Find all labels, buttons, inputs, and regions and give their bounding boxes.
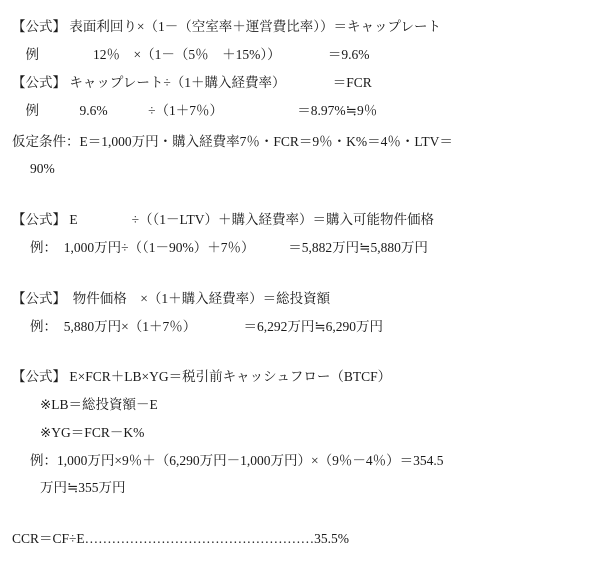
ccr-line — [0, 530, 600, 547]
formula-line-2 — [0, 74, 600, 91]
text-line: 【公式】 表面利回り×（1－（空室率＋運営費比率））＝キャップレート — [12, 19, 441, 34]
text-line: 例：1,000万円×9％＋（6,290万円－1,000万円）×（9％－4％）＝354.5 — [30, 453, 444, 468]
text-line: 例 12％ ×（1－（5％ ＋15%）） ＝9.6% — [12, 47, 370, 62]
assumptions-line-2 — [0, 160, 600, 177]
text-line: 例： 1,000万円÷（（1－90%）＋7％） ＝5,882万円≒5,880万円 — [30, 240, 428, 255]
formula-line-1 — [0, 18, 600, 35]
example-line-5a — [0, 452, 600, 469]
formula-line-4 — [0, 290, 600, 307]
text-line: 仮定条件：E＝1,000万円・購入経費率7％・FCR＝9％・K%＝4％・LTV＝ — [12, 134, 453, 149]
formula-line-3 — [0, 211, 600, 228]
text-line: CCR＝CF÷E……………………………………………35.5% — [12, 531, 350, 546]
text-line: 【公式】 キャップレート÷（1＋購入経費率） ＝FCR — [12, 75, 372, 90]
note-line-yg — [0, 424, 600, 441]
text-line: ※YG＝FCR－K% — [40, 425, 145, 440]
formula-line-5 — [0, 368, 600, 385]
text-line: 90% — [30, 161, 55, 176]
example-line-2 — [0, 102, 600, 119]
example-line-1 — [0, 46, 600, 63]
text-line: ※LB＝総投資額－E — [40, 397, 158, 412]
example-line-3 — [0, 239, 600, 256]
text-line: 例： 5,880万円×（1＋7％） ＝6,292万円≒6,290万円 — [30, 319, 384, 334]
assumptions-line-1 — [0, 133, 600, 150]
example-line-4 — [0, 318, 600, 335]
note-line-lb — [0, 396, 600, 413]
text-line: 【公式】 物件価格 ×（1＋購入経費率）＝総投資額 — [12, 291, 331, 306]
text-line: 万円≒355万円 — [40, 480, 126, 495]
text-line: 【公式】 E ÷（（1－LTV）＋購入経費率）＝購入可能物件価格 — [12, 212, 435, 227]
text-line: 【公式】 E×FCR＋LB×YG＝税引前キャッシュフロー（BTCF） — [12, 369, 392, 384]
text-line: 例 9.6% ÷（1＋7％） ＝8.97%≒9％ — [12, 103, 378, 118]
example-line-5b — [0, 479, 600, 496]
